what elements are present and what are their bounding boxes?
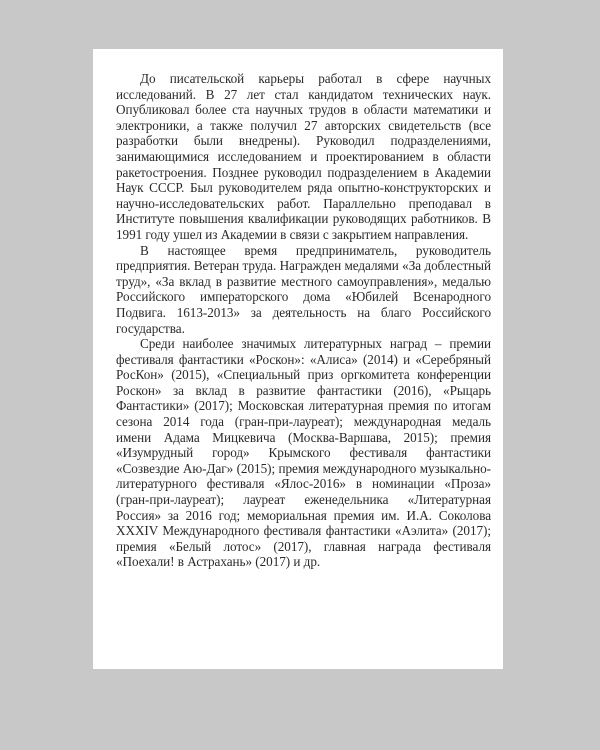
book-page xyxy=(93,49,503,669)
paragraph-present: В настоящее время предприниматель, руководитель предприятия. Ветеран труда. Награжден медалями «За доблестный труд», «За вклад в развитие местного самоуправления», медалью Российского императорского дома «Юбилей Всенародного Подвига. 1613-2013» за деятельность на благо Российского государства. xyxy=(116,242,491,336)
page-body-text xyxy=(116,71,491,570)
paragraph-career: До писательской карьеры работал в сфере научных исследований. В 27 лет стал кандидатом технических наук. Опубликовал более ста научных трудов в области математики и электроники, а также получил 27 авторских свидетельств (все разработки были внедрены). Руководил подразделениями, занимающимися исследованием и проектированием в области ракетостроения. Позднее руководил подразделением в Академии Наук СССР. Был руководителем ряда опытно-конструкторских и научно-исследовательских работ. Параллельно преподавал в Институте повышения квалификации руководящих работников. В 1991 году ушел из Академии в связи с закрытием направления. xyxy=(116,71,491,242)
paragraph-awards: Среди наиболее значимых литературных наград – премии фестиваля фантастики «Роскон»: «Алиса» (2014) и «Серебряный РосКон» (2015), «Специальный приз оргкомитета конференции Роскон» за вклад в развитие фантастики (2016), «Рыцарь Фантастики» (2017); Московская литературная премия по итогам сезона 2014 года (гран-при-лауреат); международная медаль имени Адама Мицкевича (Москва-Варшава, 2015); премия «Изумрудный город» Крымского фестиваля фантастики «Созвездие Аю-Даг» (2015); премия международного музыкально-литературного фестиваля «Ялос-2016» в номинации «Проза» (гран-при-лауреат); лауреат еженедельника «Литературная Россия» за 2016 год; мемориальная премия им. И.А. Соколова XXXIV Международного фестиваля фантастики «Аэлита» (2017); премия «Белый лотос» (2017), главная награда фестиваля «Поехали! в Астрахань» (2017) и др. xyxy=(116,336,491,570)
